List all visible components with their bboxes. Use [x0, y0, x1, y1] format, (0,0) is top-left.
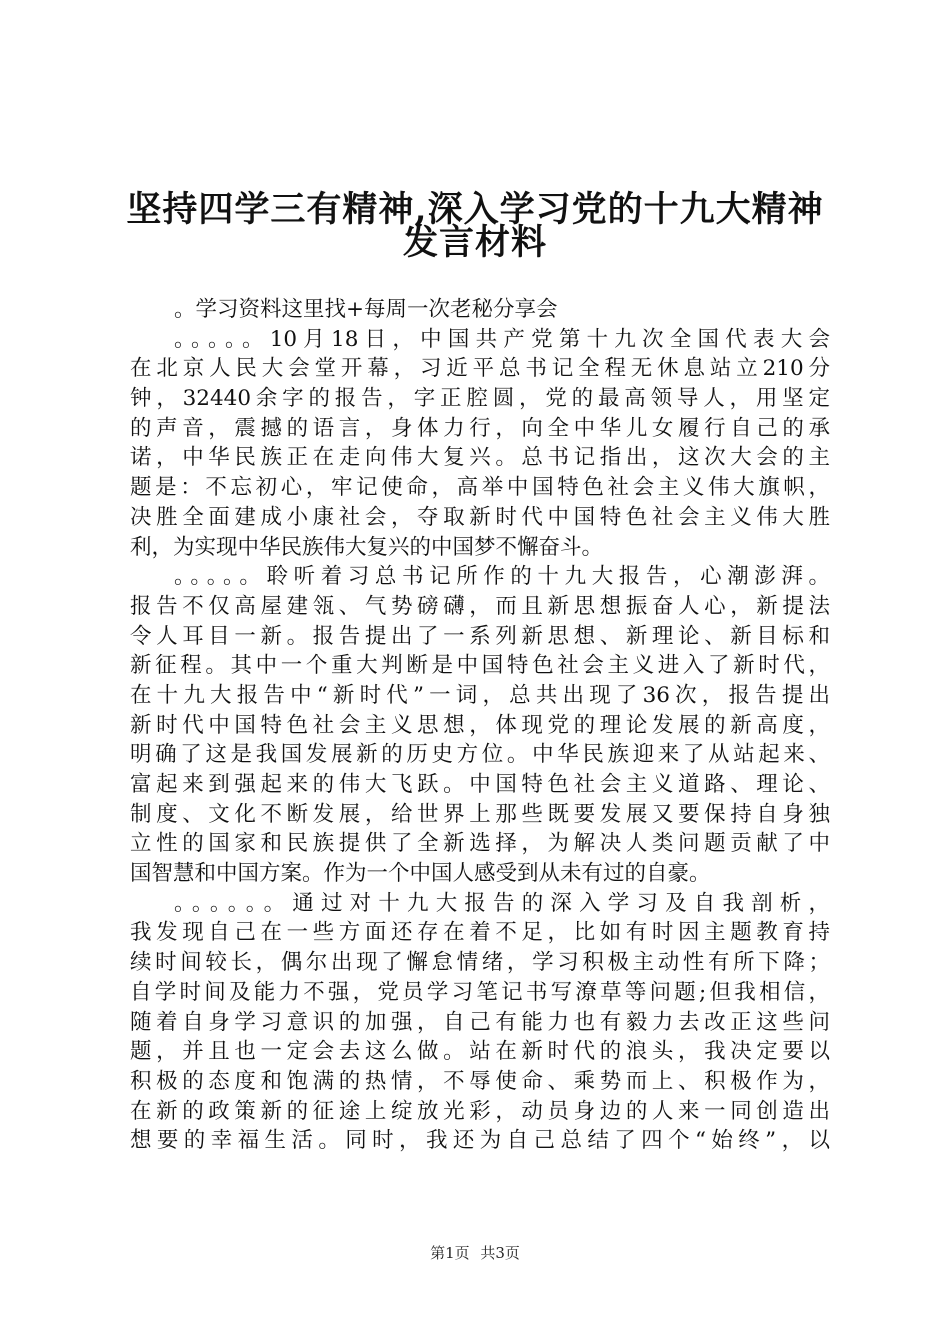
body-line: 立性的国家和民族提供了全新选择，为解决人类问题贡献了中 — [130, 831, 830, 857]
body-line: 随着自身学习意识的加强，自己有能力也有毅力去改正这些问 — [130, 1009, 830, 1035]
page-total: 共3页 — [480, 1244, 520, 1262]
page-footer — [0, 1243, 950, 1263]
body-line: 。。。。。10月18日，中国共产党第十九次全国代表大会 — [174, 326, 830, 352]
body-line: 新征程。其中一个重大判断是中国特色社会主义进入了新时代， — [130, 653, 830, 679]
body-line: 制度、文化不断发展，给世界上那些既要发展又要保持自身独 — [130, 801, 830, 827]
body-line: 决胜全面建成小康社会，夺取新时代中国特色社会主义伟大胜 — [130, 504, 830, 530]
body-line: 想要的幸福生活。同时，我还为自己总结了四个“始终”，以 — [130, 1128, 830, 1154]
body-line: 明确了这是我国发展新的历史方位。中华民族迎来了从站起来、 — [130, 742, 830, 768]
body-line: 在十九大报告中“新时代”一词，总共出现了36次，报告提出 — [130, 682, 830, 708]
body-line: 令人耳目一新。报告提出了一系列新思想、新理论、新目标和 — [130, 623, 830, 649]
document-title-line-1: 坚持四学三有精神,深入学习党的十九大精神 — [126, 189, 824, 230]
body-line: 我发现自己在一些方面还存在着不足，比如有时因主题教育持 — [130, 920, 830, 946]
document-body — [130, 295, 830, 1156]
body-line: 国智慧和中国方案。作为一个中国人感受到从未有过的自豪。 — [130, 861, 711, 887]
body-line: 题，并且也一定会去这么做。站在新时代的浪头，我决定要以 — [130, 1039, 830, 1065]
body-line: 续时间较长，偶尔出现了懈怠情绪，学习积极主动性有所下降； — [130, 950, 830, 976]
body-line: 在新的政策新的征途上绽放光彩，动员身边的人来一同创造出 — [130, 1098, 830, 1124]
body-line: 在北京人民大会堂开幕，习近平总书记全程无休息站立210分 — [130, 356, 830, 382]
body-line: 的声音，震撼的语言，身体力行，向全中华儿女履行自己的承 — [130, 415, 830, 441]
body-line: 钟，32440余字的报告，字正腔圆，党的最高领导人，用坚定 — [130, 386, 830, 412]
body-line: 积极的态度和饱满的热情，不辱使命、乘势而上、积极作为， — [130, 1068, 830, 1094]
body-line: 自学时间及能力不强，党员学习笔记书写潦草等问题;但我相信， — [130, 979, 830, 1005]
page-number: 第1页 — [430, 1244, 470, 1262]
body-line: 。。。。。。通过对十九大报告的深入学习及自我剖析， — [174, 890, 830, 916]
body-line: 诺，中华民族正在走向伟大复兴。总书记指出，这次大会的主 — [130, 445, 830, 471]
body-line: 利，为实现中华民族伟大复兴的中国梦不懈奋斗。 — [130, 534, 604, 560]
body-line: 题是：不忘初心，牢记使命，高举中国特色社会主义伟大旗帜， — [130, 475, 830, 501]
body-line: 新时代中国特色社会主义思想，体现党的理论发展的新高度， — [130, 712, 830, 738]
document-title-line-2: 发言材料 — [402, 222, 547, 263]
body-line: 。学习资料这里找+每周一次老秘分享会 — [174, 297, 558, 322]
body-line: 富起来到强起来的伟大飞跃。中国特色社会主义道路、理论、 — [130, 772, 830, 797]
body-line: 报告不仅高屋建瓴、气势磅礴，而且新思想振奋人心，新提法 — [130, 593, 830, 619]
body-line: 。。。。。聆听着习总书记所作的十九大报告，心潮澎湃。 — [174, 564, 830, 590]
